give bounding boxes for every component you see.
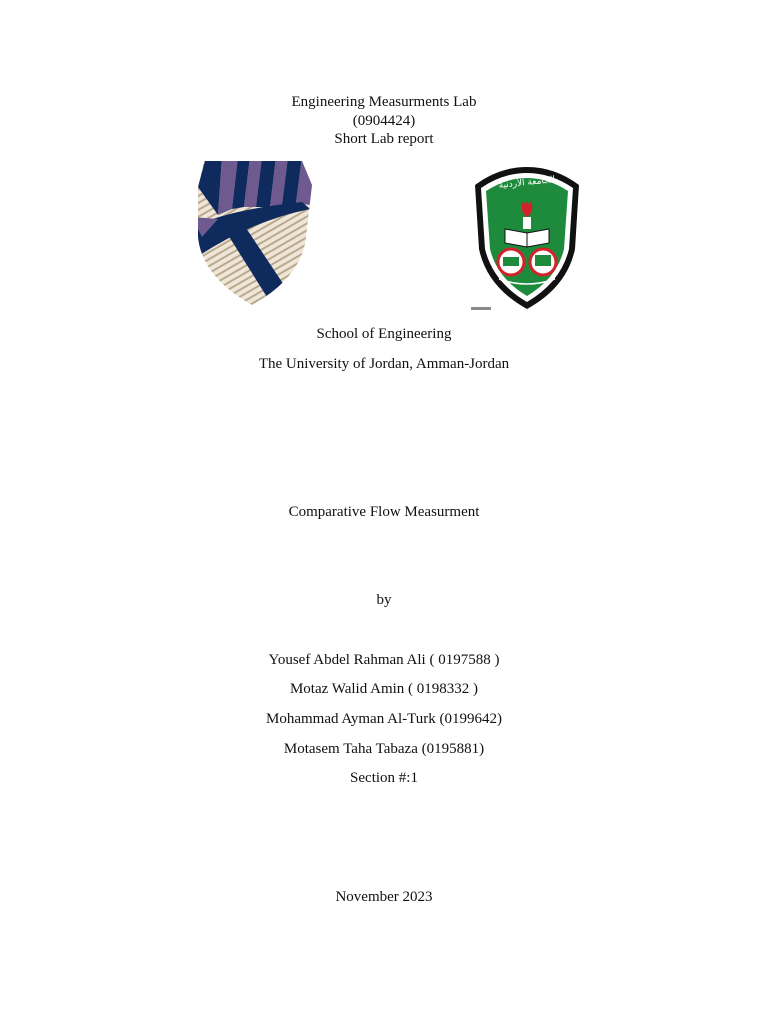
author-2: Motaz Walid Amin ( 0198332 ) [289,681,479,697]
section-number: Section #:1 [350,770,418,786]
report-type: Short Lab report [334,131,434,147]
by-label: by [376,592,392,608]
divider-mark [471,307,491,310]
course-code: (0904424) [352,113,416,129]
report-date: November 2023 [335,889,433,905]
university-name: The University of Jordan, Amman-Jordan [258,356,510,372]
engineering-crest-logo [192,157,314,307]
seal-arabic-text: الجامعة الأردنية [498,175,556,191]
author-4: Motasem Taha Tabaza (0195881) [283,741,485,757]
university-seal-logo [471,165,583,311]
school-name: School of Engineering [316,326,452,342]
author-3: Mohammad Ayman Al-Turk (0199642) [266,711,502,727]
report-title: Comparative Flow Measurment [288,504,480,520]
author-1: Yousef Abdel Rahman Ali ( 0197588 ) [268,652,500,668]
course-title: Engineering Measurments Lab [291,94,477,110]
